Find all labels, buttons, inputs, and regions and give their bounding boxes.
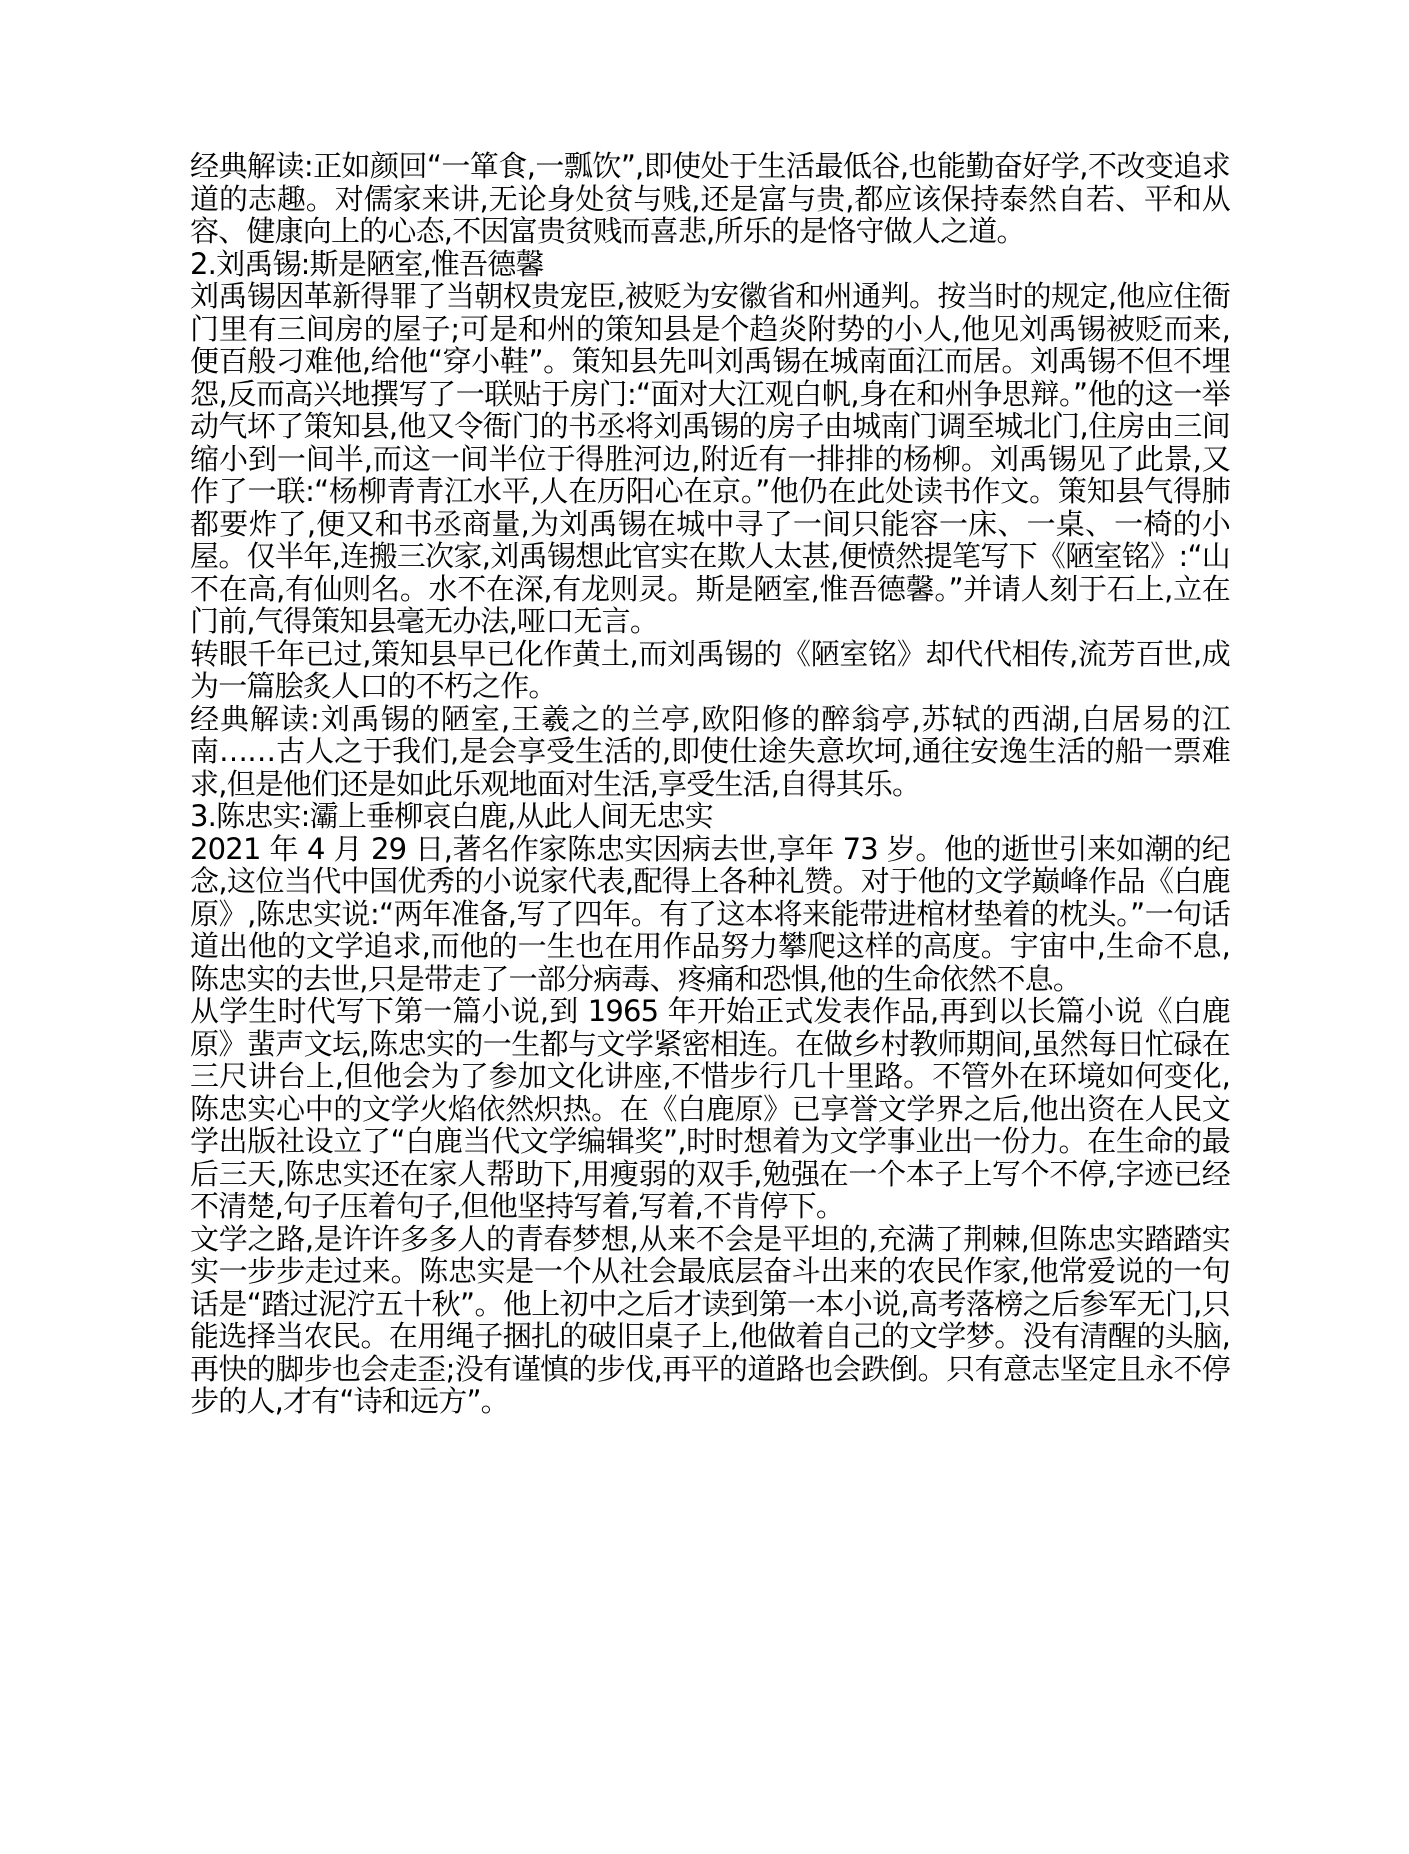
paragraph-classic-reading-yanhui: 经典解读:正如颜回“一箪食,一瓢饮”,即使处于生活最低谷,也能勤奋好学,不改变追求道的志趣。对儒家来讲,无论身处贫与贱,还是富与贵,都应该保持泰然自若、平和从容、健康向上的心态,不因富贵贫贱而喜悲,所乐的是恪守做人之道。 (190, 149, 1230, 248)
paragraph-chen-zhongshi-path: 文学之路,是许许多多人的青春梦想,从来不会是平坦的,充满了荆棘,但陈忠实踏踏实实一步步走过来。陈忠实是一个从社会最底层奋斗出来的农民作家,他常爱说的一句话是“踏过泥泞五十秋”。他上初中之后才读到第一本小说,高考落榜之后参军无门,只能选择当农民。在用绳子捆扎的破旧桌子上,他做着自己的文学梦。没有清醒的头脑,再快的脚步也会走歪;没有谨慎的步伐,再平的道路也会跌倒。只有意志坚定且永不停步的人,才有“诗和远方”。 (190, 1221, 1230, 1418)
document-page (190, 150, 1230, 1418)
paragraph-liu-yuxi-story: 刘禹锡因革新得罪了当朝权贵宠臣,被贬为安徽省和州通判。按当时的规定,他应住衙门里有三间房的屋子;可是和州的策知县是个趋炎附势的小人,他见刘禹锡被贬而来,便百般刁难他,给他“穿小鞋”。策知县先叫刘禹锡在城南面江而居。刘禹锡不但不埋怨,反而高兴地撰写了一联贴于房门:“面对大江观白帆,身在和州争思辩。”他的这一举动气坏了策知县,他又令衙门的书丞将刘禹锡的房子由城南门调至城北门,住房由三间缩小到一间半,而这一间半位于得胜河边,附近有一排排的杨柳。刘禹锡见了此景,又作了一联:“杨柳青青江水平,人在历阳心在京。”他仍在此处读书作文。策知县气得肺都要炸了,便又和书丞商量,为刘禹锡在城中寻了一间只能容一床、一桌、一椅的小屋。仅半年,连搬三次家,刘禹锡想此官实在欺人太甚,便愤然提笔写下《陋室铭》:“山不在高,有仙则名。水不在深,有龙则灵。斯是陋室,惟吾德馨。”并请人刻于石上,立在门前,气得策知县毫无办法,哑口无言。 (190, 279, 1230, 638)
paragraph-chen-zhongshi-death: 2021 年 4 月 29 日,著名作家陈忠实因病去世,享年 73 岁。他的逝世引来如潮的纪念,这位当代中国优秀的小说家代表,配得上各种礼赞。对于他的文学巅峰作品《白鹿原》,陈忠实说:“两年准备,写了四年。有了这本将来能带进棺材垫着的枕头。”一句话道出他的文学追求,而他的一生也在用作品努力攀爬这样的高度。宇宙中,生命不息,陈忠实的去世,只是带走了一部分病毒、疼痛和恐惧,他的生命依然不息。 (190, 831, 1230, 996)
paragraph-classic-reading-liu-yuxi: 经典解读:刘禹锡的陋室,王羲之的兰亭,欧阳修的醉翁亭,苏轼的西湖,白居易的江南……古人之于我们,是会享受生活的,即使仕途失意坎坷,通往安逸生活的船一票难求,但是他们还是如此乐观地面对生活,享受生活,自得其乐。 (190, 701, 1230, 801)
section-heading-liu-yuxi: 2.刘禹锡:斯是陋室,惟吾德馨 (190, 246, 544, 281)
section-heading-chen-zhongshi: 3.陈忠实:灞上垂柳哀白鹿,从此人间无忠实 (190, 799, 713, 833)
paragraph-chen-zhongshi-career: 从学生时代写下第一篇小说,到 1965 年开始正式发表作品,再到以长篇小说《白鹿原》蜚声文坛,陈忠实的一生都与文学紧密相连。在做乡村教师期间,虽然每日忙碌在三尺讲台上,但他会为了参加文化讲座,不惜步行几十里路。不管外在环境如何变化,陈忠实心中的文学火焰依然炽热。在《白鹿原》已享誉文学界之后,他出资在人民文学出版社设立了“白鹿当代文学编辑奖”,时时想着为文学事业出一份力。在生命的最后三天,陈忠实还在家人帮助下,用瘦弱的双手,勉强在一个本子上写个不停,字迹已经不清楚,句子压着句子,但他坚持写着,写着,不肯停下。 (190, 994, 1230, 1223)
paragraph-liu-yuxi-legacy: 转眼千年已过,策知县早已化作黄土,而刘禹锡的《陋室铭》却代代相传,流芳百世,成为一篇脍炙人口的不朽之作。 (190, 636, 1230, 703)
